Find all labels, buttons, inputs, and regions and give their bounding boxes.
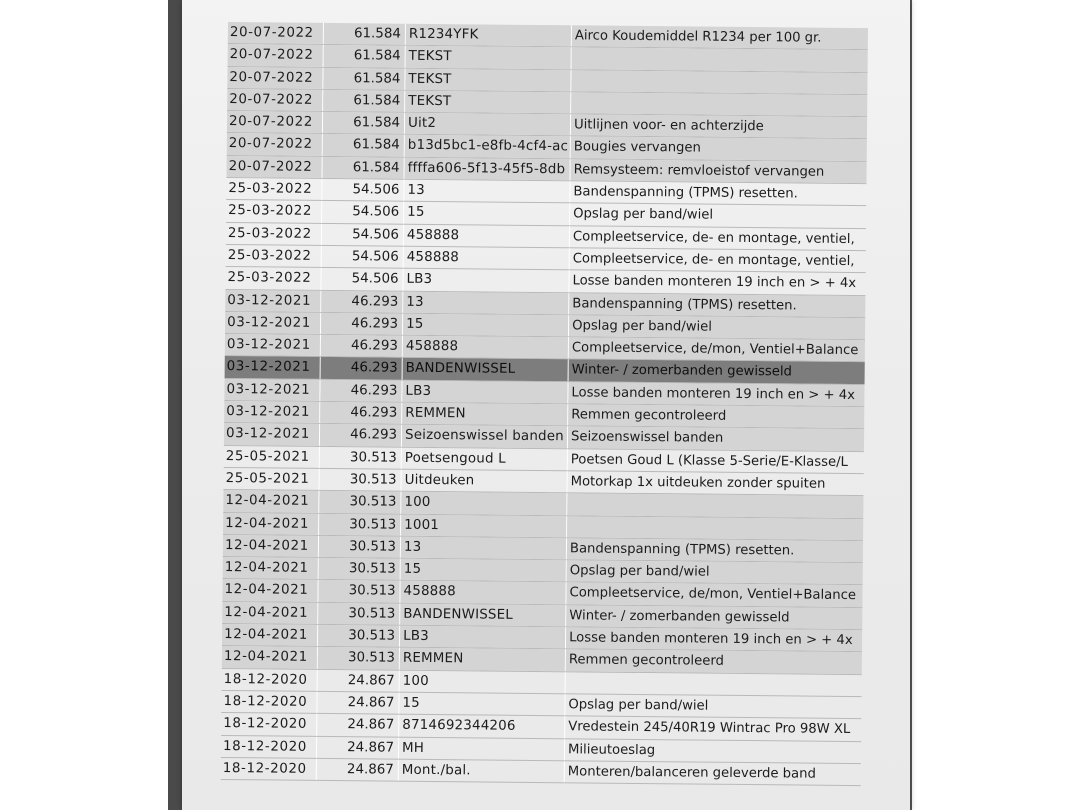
mileage-cell: 24.867 bbox=[317, 714, 399, 736]
description-cell: Airco Koudemiddel R1234 per 100 gr. bbox=[572, 25, 868, 49]
mileage-cell: 24.867 bbox=[317, 692, 399, 714]
date-cell: 12-04-2021 bbox=[223, 535, 319, 557]
mileage-cell: 46.293 bbox=[320, 402, 402, 424]
background-left bbox=[0, 0, 168, 810]
mileage-cell: 24.867 bbox=[318, 670, 400, 692]
mileage-cell: 54.506 bbox=[322, 179, 404, 201]
code-cell: 8714692344206 bbox=[399, 715, 565, 738]
date-cell: 25-03-2022 bbox=[226, 223, 322, 245]
description-cell: Opslag per band/wiel bbox=[568, 697, 709, 714]
mileage-cell: 24.867 bbox=[317, 759, 399, 781]
date-cell: 18-12-2020 bbox=[221, 758, 317, 780]
date-cell: 12-04-2021 bbox=[222, 579, 318, 601]
mileage-cell: 54.506 bbox=[322, 201, 404, 223]
description-cell: Losse banden monteren 19 inch en > + 4x bbox=[572, 273, 857, 292]
mileage-cell: 30.513 bbox=[318, 647, 400, 669]
description-cell: Opslag per band/wiel bbox=[573, 206, 714, 224]
mileage-cell: 46.293 bbox=[321, 313, 403, 335]
code-cell: 458888 bbox=[403, 336, 569, 359]
description-cell: Poetsen Goud L (Klasse 5-Serie/E-Klasse/L bbox=[570, 451, 848, 470]
date-cell: 12-04-2021 bbox=[223, 513, 319, 535]
code-cell: 100 bbox=[401, 492, 567, 515]
description-cell bbox=[571, 70, 867, 94]
mileage-cell: 46.293 bbox=[321, 357, 403, 379]
code-cell: MH bbox=[399, 737, 565, 760]
code-cell: 13 bbox=[404, 180, 570, 203]
date-cell: 25-03-2022 bbox=[226, 178, 322, 200]
code-cell: Seizoenswissel banden bbox=[402, 425, 568, 448]
code-cell: 458888 bbox=[404, 224, 570, 247]
code-cell: R1234YFK bbox=[406, 24, 572, 47]
description-cell: Opslag per band/wiel bbox=[567, 560, 863, 584]
date-cell: 20-07-2022 bbox=[227, 89, 323, 111]
mileage-cell: 61.584 bbox=[323, 134, 405, 156]
mileage-cell: 30.513 bbox=[318, 603, 400, 625]
mileage-cell: 54.506 bbox=[321, 268, 403, 290]
code-cell: REMMEN bbox=[402, 403, 568, 426]
date-cell: 20-07-2022 bbox=[227, 156, 323, 178]
description-cell: Bandenspanning (TPMS) resetten. bbox=[569, 293, 865, 317]
mileage-cell: 30.513 bbox=[320, 469, 402, 491]
date-cell: 18-12-2020 bbox=[222, 669, 318, 691]
date-cell: 20-07-2022 bbox=[227, 133, 323, 155]
description-cell: Compleetservice, de- en montage, ventiel, bbox=[572, 228, 855, 247]
code-cell: 13 bbox=[403, 291, 569, 314]
code-cell: 1001 bbox=[401, 514, 567, 537]
mileage-cell: 30.513 bbox=[320, 447, 402, 469]
description-cell: Compleetservice, de/mon, Ventiel+Balance bbox=[569, 337, 865, 361]
code-cell: TEKST bbox=[405, 68, 571, 91]
date-cell: 20-07-2022 bbox=[227, 67, 323, 89]
description-cell: Compleetservice, de- en montage, ventiel, bbox=[572, 251, 855, 269]
description-cell: Remmen gecontroleerd bbox=[566, 650, 862, 674]
code-cell: 100 bbox=[400, 670, 566, 693]
description-cell bbox=[567, 494, 863, 518]
date-cell: 25-05-2021 bbox=[224, 446, 320, 468]
description-cell bbox=[567, 516, 863, 540]
date-cell: 12-04-2021 bbox=[223, 490, 319, 512]
mileage-cell: 30.513 bbox=[319, 513, 401, 535]
code-cell: ffffa606-5f13-45f5-8db bbox=[405, 157, 571, 180]
code-cell: TEKST bbox=[405, 91, 571, 114]
description-cell: Losse banden monteren 19 inch en > + 4x bbox=[566, 627, 862, 651]
code-cell: b13d5bc1-e8fb-4cf4-ac bbox=[405, 135, 571, 158]
code-cell: 15 bbox=[401, 559, 567, 582]
mileage-cell: 46.293 bbox=[321, 335, 403, 357]
date-cell: 03-12-2021 bbox=[225, 290, 321, 312]
code-cell: REMMEN bbox=[400, 648, 566, 671]
code-cell: BANDENWISSEL bbox=[403, 358, 569, 381]
service-history-table bbox=[221, 22, 868, 786]
mileage-cell: 54.506 bbox=[322, 246, 404, 268]
description-cell: Remmen gecontroleerd bbox=[568, 404, 864, 428]
date-cell: 12-04-2021 bbox=[222, 646, 318, 668]
mileage-cell: 30.513 bbox=[318, 580, 400, 602]
description-cell: Bandenspanning (TPMS) resetten. bbox=[573, 184, 798, 202]
date-cell: 18-12-2020 bbox=[221, 735, 317, 757]
code-cell: 458888 bbox=[400, 581, 566, 604]
date-cell: 18-12-2020 bbox=[221, 713, 317, 735]
description-cell: Monteren/balanceren geleverde band bbox=[567, 764, 816, 782]
code-cell: 15 bbox=[399, 693, 565, 716]
date-cell: 20-07-2022 bbox=[228, 22, 324, 44]
mileage-cell: 30.513 bbox=[319, 558, 401, 580]
code-cell: Uitdeuken bbox=[402, 470, 568, 493]
mileage-cell: 61.584 bbox=[323, 157, 405, 179]
code-cell: LB3 bbox=[402, 380, 568, 403]
mileage-cell: 30.513 bbox=[318, 625, 400, 647]
code-cell: LB3 bbox=[403, 269, 569, 292]
mileage-cell: 61.584 bbox=[323, 112, 405, 134]
description-cell: Seizoenswissel banden bbox=[568, 427, 864, 451]
background-right bbox=[902, 0, 1080, 810]
mileage-cell: 46.293 bbox=[320, 380, 402, 402]
date-cell: 03-12-2021 bbox=[225, 312, 321, 334]
date-cell: 25-03-2022 bbox=[226, 245, 322, 267]
description-cell: Vredestein 245/40R19 Wintrac Pro 98W XL bbox=[568, 719, 851, 738]
date-cell: 12-04-2021 bbox=[222, 602, 318, 624]
date-cell: 20-07-2022 bbox=[227, 111, 323, 133]
code-cell: BANDENWISSEL bbox=[400, 603, 566, 626]
date-cell: 12-04-2021 bbox=[223, 557, 319, 579]
date-cell: 03-12-2021 bbox=[224, 423, 320, 445]
code-cell: Uit2 bbox=[405, 113, 571, 136]
date-cell: 03-12-2021 bbox=[225, 356, 321, 378]
description-cell: Losse banden monteren 19 inch en > + 4x bbox=[568, 382, 864, 406]
code-cell: Poetsengoud L bbox=[402, 447, 568, 470]
mileage-cell: 46.293 bbox=[321, 290, 403, 312]
code-cell: LB3 bbox=[400, 626, 566, 649]
description-cell: Winter- / zomerbanden gewisseld bbox=[566, 605, 862, 629]
description-cell: Uitlijnen voor- en achterzijde bbox=[571, 114, 867, 138]
description-cell: Winter- / zomerbanden gewisseld bbox=[569, 360, 865, 384]
mileage-cell: 61.584 bbox=[324, 23, 406, 45]
code-cell: 458888 bbox=[404, 247, 570, 270]
date-cell: 03-12-2021 bbox=[224, 379, 320, 401]
date-cell: 03-12-2021 bbox=[224, 401, 320, 423]
date-cell: 12-04-2021 bbox=[222, 624, 318, 646]
code-cell: Mont./bal. bbox=[399, 759, 565, 782]
mileage-cell: 30.513 bbox=[319, 536, 401, 558]
date-cell: 25-05-2021 bbox=[224, 468, 320, 490]
description-cell: Remsysteem: remvloeistof vervangen bbox=[570, 159, 866, 183]
description-cell bbox=[571, 92, 867, 116]
code-cell: TEKST bbox=[406, 46, 572, 69]
description-cell: Opslag per band/wiel bbox=[569, 315, 865, 339]
code-cell: 13 bbox=[401, 537, 567, 560]
mileage-cell: 24.867 bbox=[317, 736, 399, 758]
code-cell: 15 bbox=[404, 202, 570, 225]
mileage-cell: 30.513 bbox=[319, 491, 401, 513]
mileage-cell: 46.293 bbox=[320, 424, 402, 446]
mileage-cell: 54.506 bbox=[322, 224, 404, 246]
mileage-cell: 61.584 bbox=[324, 45, 406, 67]
description-cell bbox=[572, 48, 868, 72]
date-cell: 20-07-2022 bbox=[228, 44, 324, 66]
code-cell: 15 bbox=[403, 314, 569, 337]
description-cell: Milieutoeslag bbox=[567, 741, 656, 758]
date-cell: 03-12-2021 bbox=[225, 334, 321, 356]
description-cell bbox=[566, 672, 862, 696]
description-cell: Bandenspanning (TPMS) resetten. bbox=[567, 538, 863, 562]
date-cell: 25-03-2022 bbox=[225, 267, 321, 289]
description-cell: Bougies vervangen bbox=[571, 137, 867, 161]
description-cell: Motorkap 1x uitdeuken zonder spuiten bbox=[570, 474, 826, 492]
date-cell: 18-12-2020 bbox=[221, 691, 317, 713]
date-cell: 25-03-2022 bbox=[226, 200, 322, 222]
mileage-cell: 61.584 bbox=[323, 68, 405, 90]
mileage-cell: 61.584 bbox=[323, 90, 405, 112]
description-cell: Compleetservice, de/mon, Ventiel+Balance bbox=[566, 583, 862, 607]
